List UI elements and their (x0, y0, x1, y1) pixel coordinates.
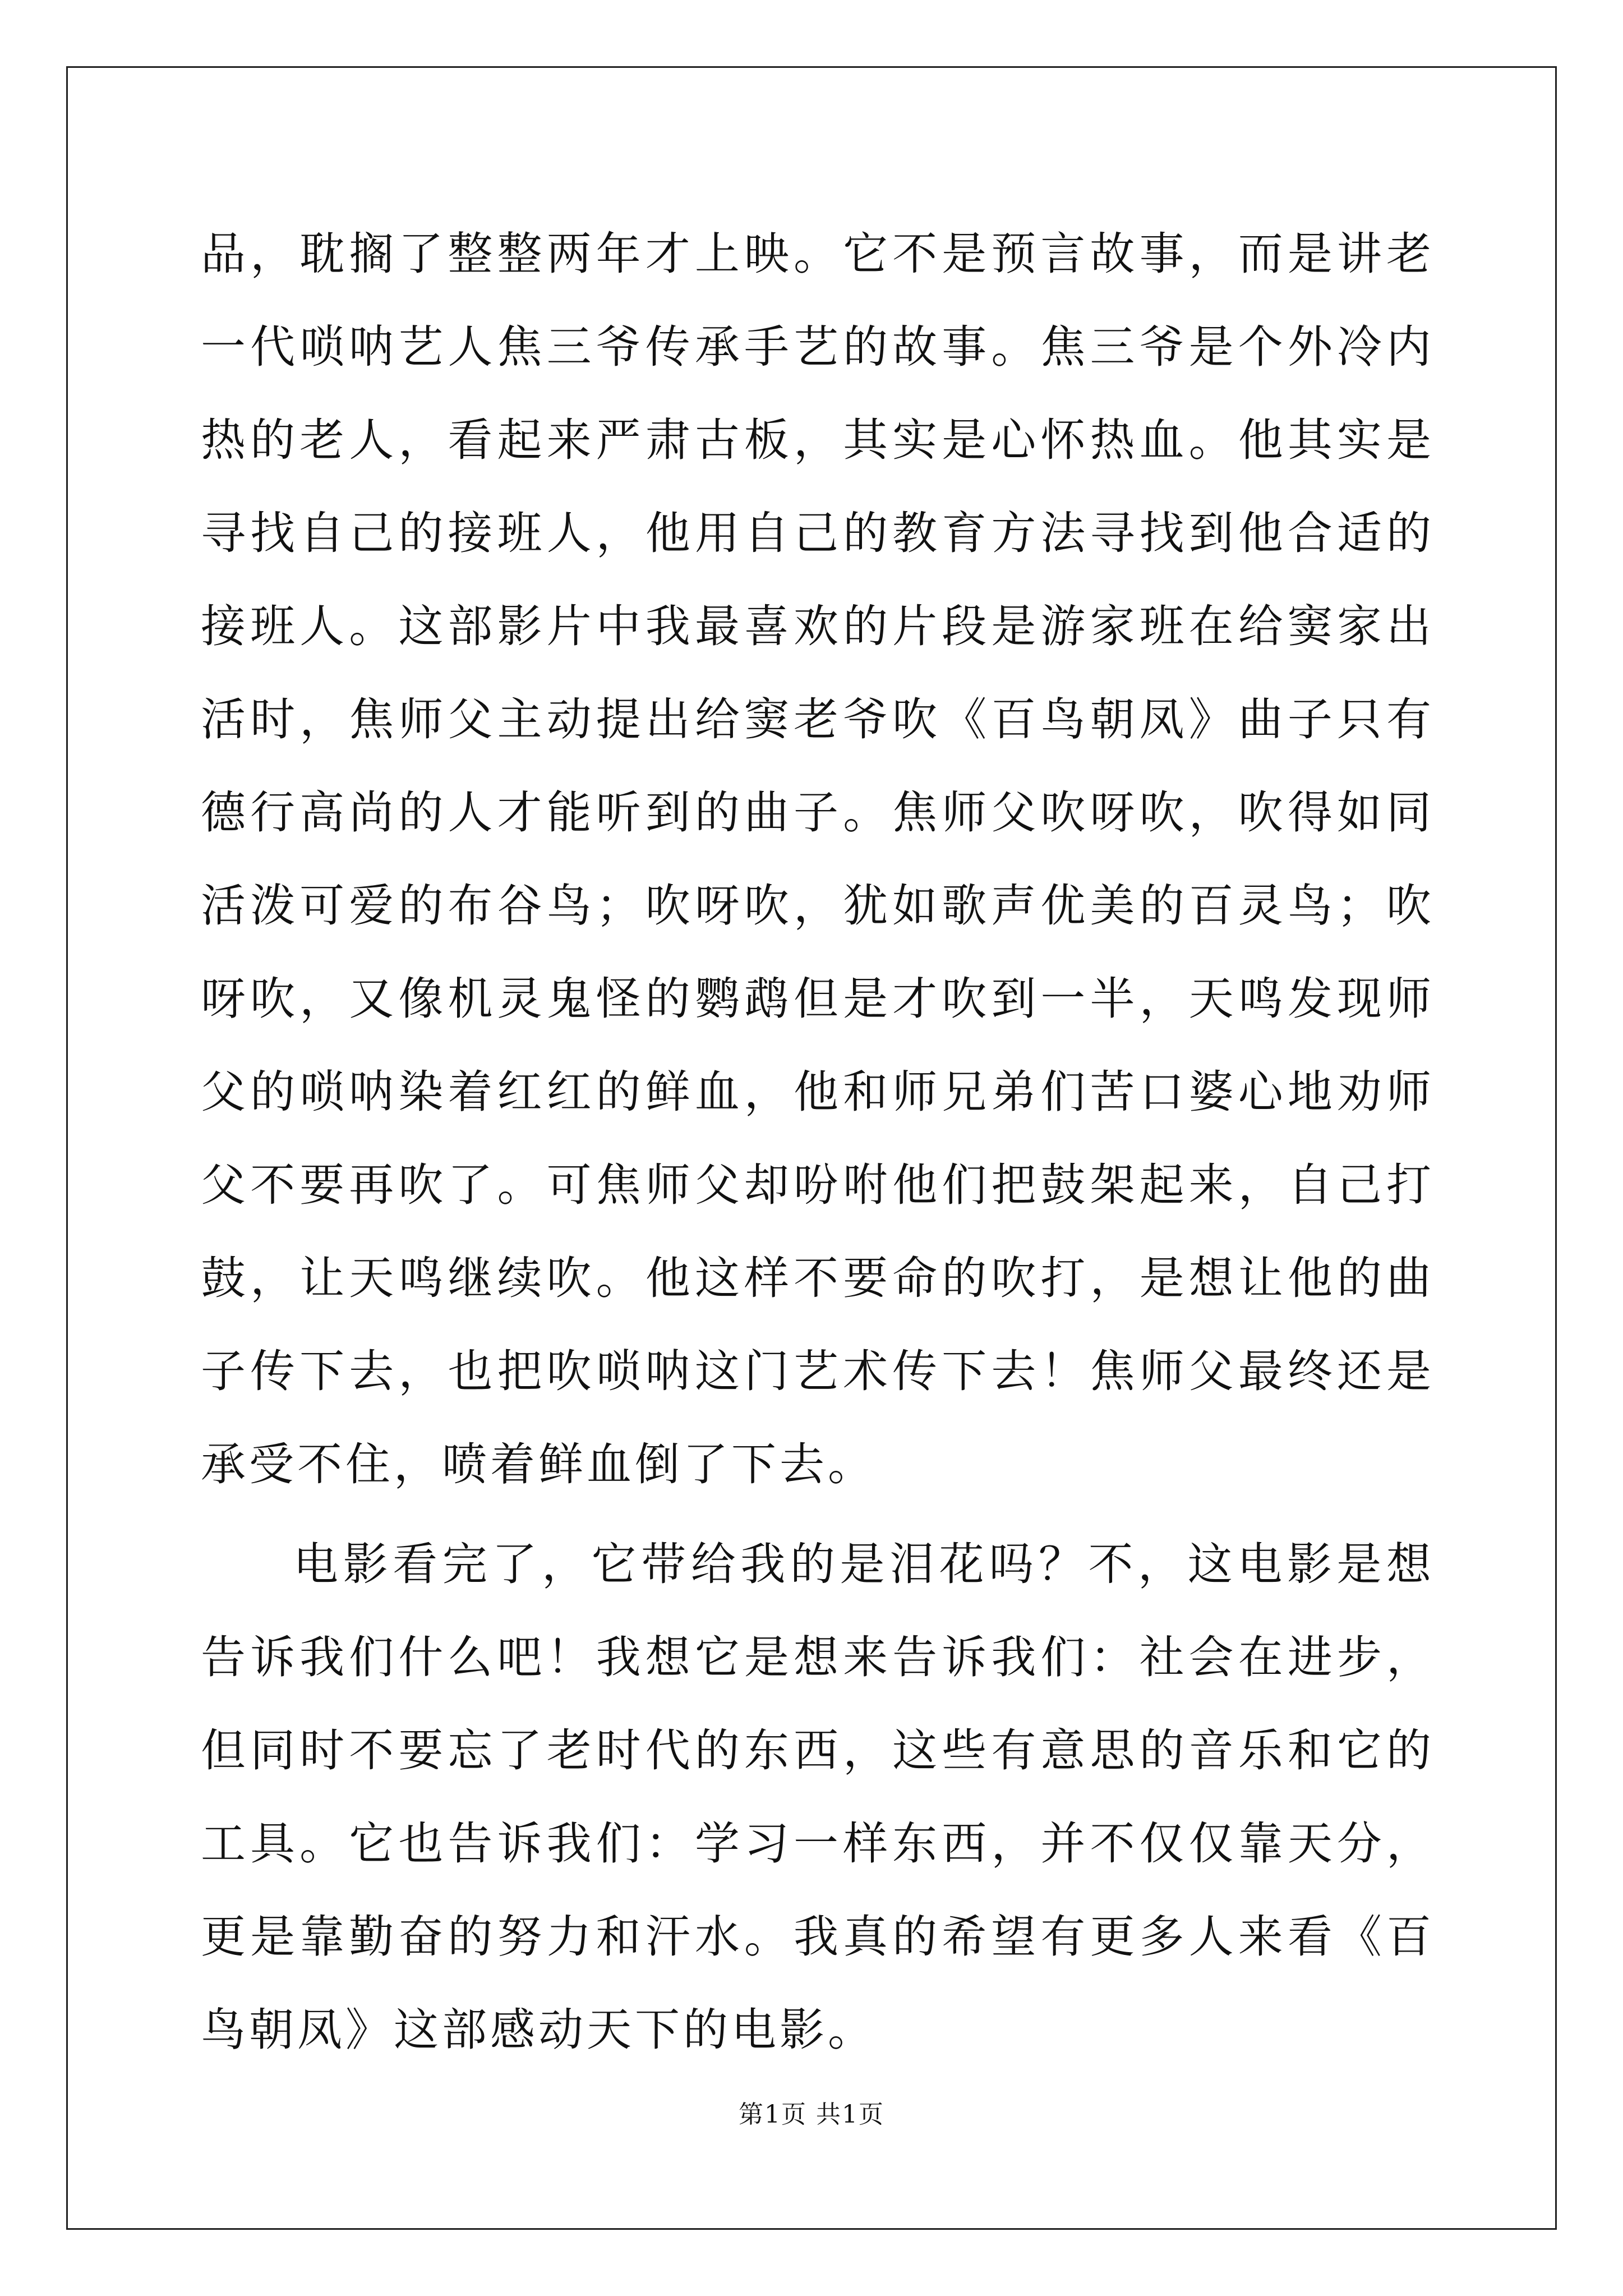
paragraph-conclusion: 电影看完了，它带给我的是泪花吗？不，这电影是想告诉我们什么吧！我想它是想来告诉我们：社会在进步，但同时不要忘了老时代的东西，这些有意思的音乐和它的工具。它也告诉我们：学习一样东西，并不仅仅靠天分，更是靠勤奋的努力和汗水。我真的希望有更多人来看《百鸟朝凤》这部感动天下的电影。 (201, 1538, 1435, 2056)
page-number: 第1页 共1页 (739, 2100, 884, 2129)
document-body (201, 208, 1435, 2077)
paragraph-continuation: 品，耽搁了整整两年才上映。它不是预言故事，而是讲老一代唢呐艺人焦三爷传承手艺的故事。焦三爷是个外冷内热的老人，看起来严肃古板，其实是心怀热血。他其实是寻找自己的接班人，他用自己的教育方法寻找到他合适的接班人。这部影片中我最喜欢的片段是游家班在给窦家出活时，焦师父主动提出给窦老爷吹《百鸟朝凤》曲子只有德行高尚的人才能听到的曲子。焦师父吹呀吹，吹得如同活泼可爱的布谷鸟；吹呀吹，犹如歌声优美的百灵鸟；吹呀吹，又像机灵鬼怪的鹦鹉但是才吹到一半，天鸣发现师父的唢呐染着红红的鲜血，他和师兄弟们苦口婆心地劝师父不要再吹了。可焦师父却吩咐他们把鼓架起来，自己打鼓，让天鸣继续吹。他这样不要命的吹打，是想让他的曲子传下去，也把吹唢呐这门艺术传下去！焦师父最终还是承受不住，喷着鲜血倒了下去。 (201, 228, 1435, 1490)
